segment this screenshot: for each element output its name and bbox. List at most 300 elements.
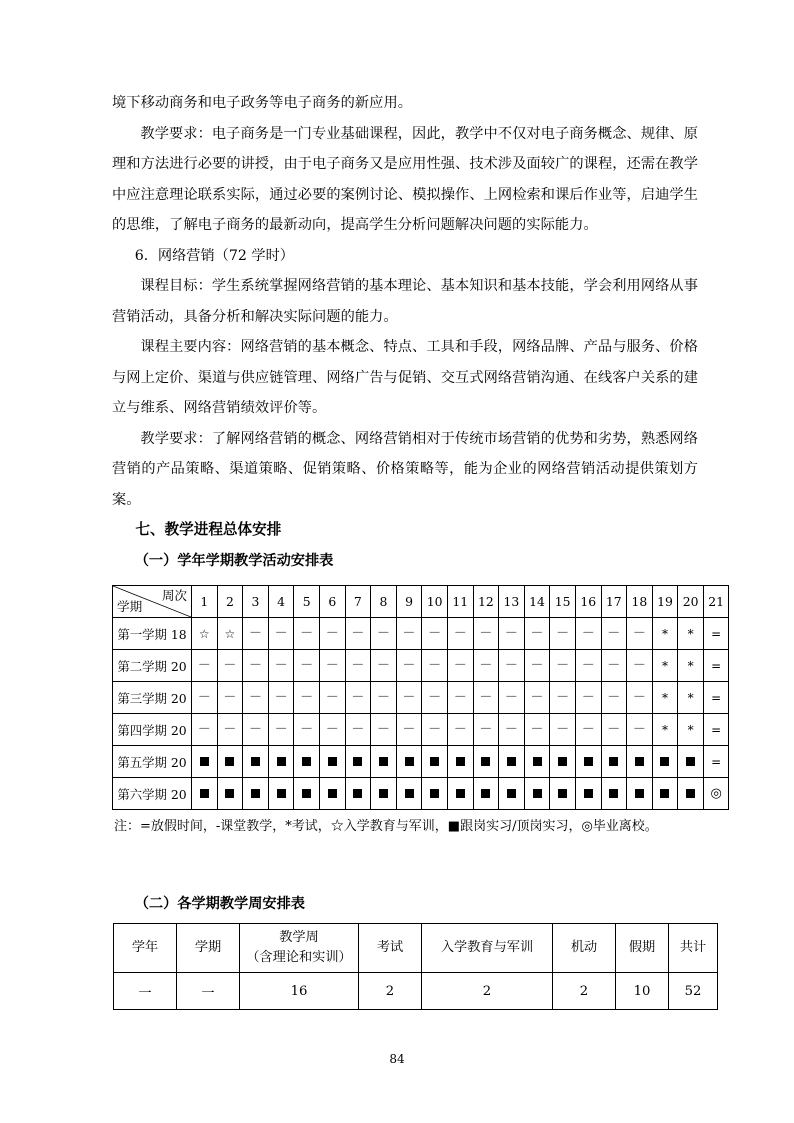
table-row <box>113 618 729 650</box>
internship-square-icon <box>558 789 567 798</box>
internship-square-icon <box>277 789 286 798</box>
weeks-cell-r1-c3: 16 <box>240 973 359 1010</box>
schedule-cell-s1-w1 <box>192 618 218 650</box>
schedule-cell-s5-w2 <box>217 746 243 778</box>
classroom-dash-icon: － <box>351 658 365 673</box>
weeks-cell-r1-c6: 2 <box>553 973 616 1010</box>
schedule-cell-s6-w18 <box>627 778 653 810</box>
schedule-cell-s2-w2 <box>217 650 243 682</box>
schedule-cell-s5-w7 <box>345 746 371 778</box>
internship-square-icon <box>456 757 465 766</box>
semester-label-cell: 第五学期 20 <box>113 746 192 778</box>
internship-square-icon <box>686 789 695 798</box>
schedule-cell-s4-w13 <box>499 714 525 746</box>
classroom-dash-icon: － <box>325 722 339 737</box>
schedule-cell-s6-w17 <box>601 778 627 810</box>
internship-square-icon <box>251 789 260 798</box>
schedule-cell-s1-w16 <box>575 618 601 650</box>
schedule-cell-s4-w5 <box>294 714 320 746</box>
schedule-cell-s5-w11 <box>447 746 473 778</box>
schedule-cell-s3-w8 <box>371 682 397 714</box>
schedule-cell-s2-w3 <box>243 650 269 682</box>
schedule-cell-s3-w16 <box>575 682 601 714</box>
exam-asterisk-icon: * <box>687 690 694 705</box>
schedule-cell-s6-w1 <box>192 778 218 810</box>
internship-square-icon <box>353 789 362 798</box>
schedule-cell-s4-w12 <box>473 714 499 746</box>
diagonal-header-cell <box>113 586 192 618</box>
week-header-5: 5 <box>294 586 320 618</box>
classroom-dash-icon: － <box>581 658 595 673</box>
classroom-dash-icon: － <box>248 658 262 673</box>
internship-square-icon <box>302 757 311 766</box>
paragraph-teaching-requirements-marketing: 教学要求：了解网络营销的概念、网络营销相对于传统市场营销的优势和劣势，熟悉网络营销的产品策略、渠道策略、促销策略、价格策略等，能为企业的网络营销活动提供策划方案。 <box>112 430 698 508</box>
schedule-cell-s6-w4 <box>268 778 294 810</box>
classroom-dash-icon: － <box>479 658 493 673</box>
internship-square-icon <box>353 757 362 766</box>
classroom-dash-icon: － <box>428 626 442 641</box>
schedule-table-wrapper <box>112 585 725 840</box>
schedule-cell-s3-w21 <box>703 682 729 714</box>
internship-square-icon <box>302 789 311 798</box>
classroom-dash-icon: － <box>300 658 314 673</box>
exam-asterisk-icon: * <box>687 722 694 737</box>
schedule-cell-s6-w13 <box>499 778 525 810</box>
schedule-cell-s2-w1 <box>192 650 218 682</box>
schedule-cell-s5-w17 <box>601 746 627 778</box>
classroom-dash-icon: － <box>607 690 621 705</box>
classroom-dash-icon: － <box>479 722 493 737</box>
classroom-dash-icon: － <box>300 626 314 641</box>
internship-square-icon <box>277 757 286 766</box>
weeks-table-body <box>114 973 718 1010</box>
semester-label-cell: 第一学期 18 <box>113 618 192 650</box>
schedule-cell-s4-w3 <box>243 714 269 746</box>
classroom-dash-icon: － <box>632 722 646 737</box>
sub-heading-one: （一）学年学期教学活动安排表 <box>134 552 334 569</box>
schedule-cell-s3-w11 <box>447 682 473 714</box>
week-header-20: 20 <box>678 586 704 618</box>
week-header-18: 18 <box>627 586 653 618</box>
classroom-dash-icon: － <box>530 690 544 705</box>
weeks-table-wrapper <box>112 892 707 1010</box>
schedule-cell-s6-w5 <box>294 778 320 810</box>
schedule-cell-s5-w21 <box>703 746 729 778</box>
schedule-cell-s5-w3 <box>243 746 269 778</box>
classroom-dash-icon: － <box>607 626 621 641</box>
classroom-dash-icon: － <box>556 658 570 673</box>
semester-label-cell: 第四学期 20 <box>113 714 192 746</box>
schedule-cell-s3-w15 <box>550 682 576 714</box>
internship-square-icon <box>507 757 516 766</box>
table-row <box>113 650 729 682</box>
schedule-cell-s5-w9 <box>396 746 422 778</box>
schedule-cell-s5-w8 <box>371 746 397 778</box>
classroom-dash-icon: － <box>248 690 262 705</box>
classroom-dash-icon: － <box>197 722 211 737</box>
schedule-cell-s1-w2 <box>217 618 243 650</box>
internship-square-icon <box>481 757 490 766</box>
weeks-header-semester: 学期 <box>177 924 240 973</box>
schedule-cell-s5-w19 <box>652 746 678 778</box>
schedule-cell-s4-w15 <box>550 714 576 746</box>
classroom-dash-icon: － <box>581 626 595 641</box>
schedule-cell-s5-w4 <box>268 746 294 778</box>
schedule-cell-s1-w9 <box>396 618 422 650</box>
week-header-12: 12 <box>473 586 499 618</box>
schedule-cell-s3-w13 <box>499 682 525 714</box>
schedule-cell-s6-w14 <box>524 778 550 810</box>
schedule-cell-s1-w6 <box>319 618 345 650</box>
schedule-cell-s5-w1 <box>192 746 218 778</box>
vacation-equals-icon: = <box>711 754 722 769</box>
classroom-dash-icon: － <box>274 722 288 737</box>
week-header-19: 19 <box>652 586 678 618</box>
classroom-dash-icon: － <box>428 690 442 705</box>
schedule-cell-s2-w14 <box>524 650 550 682</box>
schedule-cell-s5-w20 <box>678 746 704 778</box>
schedule-cell-s6-w7 <box>345 778 371 810</box>
classroom-dash-icon: － <box>223 658 237 673</box>
weeks-cell-r1-c4: 2 <box>359 973 422 1010</box>
classroom-dash-icon: － <box>274 626 288 641</box>
schedule-cell-s5-w18 <box>627 746 653 778</box>
week-header-6: 6 <box>319 586 345 618</box>
week-header-14: 14 <box>524 586 550 618</box>
academic-schedule-table <box>112 585 729 810</box>
schedule-cell-s4-w11 <box>447 714 473 746</box>
week-header-2: 2 <box>217 586 243 618</box>
internship-square-icon <box>379 789 388 798</box>
classroom-dash-icon: － <box>632 658 646 673</box>
schedule-cell-s2-w11 <box>447 650 473 682</box>
classroom-dash-icon: － <box>607 722 621 737</box>
classroom-dash-icon: － <box>376 690 390 705</box>
schedule-cell-s5-w13 <box>499 746 525 778</box>
schedule-cell-s2-w15 <box>550 650 576 682</box>
week-header-15: 15 <box>550 586 576 618</box>
semester-label-cell: 第六学期 20 <box>113 778 192 810</box>
internship-square-icon <box>635 789 644 798</box>
classroom-dash-icon: － <box>453 626 467 641</box>
schedule-cell-s4-w2 <box>217 714 243 746</box>
schedule-cell-s2-w6 <box>319 650 345 682</box>
schedule-cell-s4-w19 <box>652 714 678 746</box>
classroom-dash-icon: － <box>376 722 390 737</box>
header-label-semester: 学期 <box>117 599 143 614</box>
schedule-cell-s5-w16 <box>575 746 601 778</box>
schedule-cell-s4-w20 <box>678 714 704 746</box>
weeks-header-exam: 考试 <box>359 924 422 973</box>
weeks-header-row <box>114 924 718 973</box>
internship-square-icon <box>200 789 209 798</box>
internship-square-icon <box>533 757 542 766</box>
schedule-cell-s1-w18 <box>627 618 653 650</box>
schedule-cell-s4-w4 <box>268 714 294 746</box>
weeks-cell-r1-c7: 10 <box>616 973 669 1010</box>
schedule-cell-s6-w3 <box>243 778 269 810</box>
classroom-dash-icon: － <box>402 690 416 705</box>
schedule-cell-s1-w21 <box>703 618 729 650</box>
classroom-dash-icon: － <box>530 658 544 673</box>
exam-asterisk-icon: * <box>687 626 694 641</box>
weeks-header-orientation-military: 入学教育与军训 <box>422 924 553 973</box>
schedule-cell-s6-w21 <box>703 778 729 810</box>
schedule-cell-s2-w12 <box>473 650 499 682</box>
schedule-cell-s3-w19 <box>652 682 678 714</box>
classroom-dash-icon: － <box>504 722 518 737</box>
internship-square-icon <box>635 757 644 766</box>
weeks-cell-r1-c1: 一 <box>114 973 177 1010</box>
classroom-dash-icon: － <box>530 626 544 641</box>
exam-asterisk-icon: * <box>661 690 668 705</box>
schedule-cell-s6-w2 <box>217 778 243 810</box>
internship-square-icon <box>251 757 260 766</box>
classroom-dash-icon: － <box>325 658 339 673</box>
weeks-header-academic-year: 学年 <box>114 924 177 973</box>
classroom-dash-icon: － <box>402 722 416 737</box>
schedule-cell-s2-w19 <box>652 650 678 682</box>
classroom-dash-icon: － <box>581 690 595 705</box>
classroom-dash-icon: － <box>223 722 237 737</box>
week-header-16: 16 <box>575 586 601 618</box>
schedule-cell-s5-w10 <box>422 746 448 778</box>
schedule-cell-s4-w18 <box>627 714 653 746</box>
classroom-dash-icon: － <box>632 690 646 705</box>
teaching-weeks-line2: （含理论和实训） <box>246 950 352 965</box>
classroom-dash-icon: － <box>504 658 518 673</box>
orientation-star-icon: ☆ <box>198 626 210 641</box>
classroom-dash-icon: － <box>376 626 390 641</box>
classroom-dash-icon: － <box>376 658 390 673</box>
classroom-dash-icon: － <box>300 690 314 705</box>
schedule-cell-s4-w9 <box>396 714 422 746</box>
classroom-dash-icon: － <box>428 722 442 737</box>
schedule-header-row <box>113 586 729 618</box>
internship-square-icon <box>328 757 337 766</box>
schedule-cell-s2-w7 <box>345 650 371 682</box>
classroom-dash-icon: － <box>402 626 416 641</box>
internship-square-icon <box>430 789 439 798</box>
schedule-legend-note: 注：=放假时间，-课堂教学，*考试，☆入学教育与军训，■跟岗实习/顶岗实习，◎毕业离校。 <box>114 819 658 834</box>
schedule-cell-s4-w1 <box>192 714 218 746</box>
schedule-cell-s2-w20 <box>678 650 704 682</box>
schedule-cell-s4-w7 <box>345 714 371 746</box>
week-header-10: 10 <box>422 586 448 618</box>
classroom-dash-icon: － <box>402 658 416 673</box>
schedule-cell-s1-w13 <box>499 618 525 650</box>
classroom-dash-icon: － <box>530 722 544 737</box>
internship-square-icon <box>225 789 234 798</box>
internship-square-icon <box>200 757 209 766</box>
weeks-header-vacation: 假期 <box>616 924 669 973</box>
table-row <box>114 973 718 1010</box>
internship-square-icon <box>609 789 618 798</box>
classroom-dash-icon: － <box>351 722 365 737</box>
internship-square-icon <box>660 789 669 798</box>
internship-square-icon <box>430 757 439 766</box>
week-header-1: 1 <box>192 586 218 618</box>
schedule-cell-s4-w21 <box>703 714 729 746</box>
weeks-header-flexible: 机动 <box>553 924 616 973</box>
page-number: 84 <box>389 1052 405 1066</box>
classroom-dash-icon: － <box>479 626 493 641</box>
schedule-cell-s1-w15 <box>550 618 576 650</box>
schedule-cell-s6-w8 <box>371 778 397 810</box>
weeks-header-teaching-weeks <box>240 924 359 973</box>
schedule-cell-s4-w6 <box>319 714 345 746</box>
schedule-cell-s5-w6 <box>319 746 345 778</box>
table-row <box>113 746 729 778</box>
schedule-cell-s3-w17 <box>601 682 627 714</box>
schedule-cell-s6-w15 <box>550 778 576 810</box>
vacation-equals-icon: = <box>711 690 722 705</box>
schedule-cell-s1-w8 <box>371 618 397 650</box>
schedule-cell-s3-w6 <box>319 682 345 714</box>
schedule-cell-s1-w17 <box>601 618 627 650</box>
table-row <box>113 778 729 810</box>
schedule-cell-s3-w10 <box>422 682 448 714</box>
internship-square-icon <box>584 757 593 766</box>
vacation-equals-icon: = <box>711 722 722 737</box>
section-heading-seven: 七、教学进程总体安排 <box>135 521 282 538</box>
schedule-cell-s2-w18 <box>627 650 653 682</box>
week-header-3: 3 <box>243 586 269 618</box>
schedule-cell-s3-w20 <box>678 682 704 714</box>
classroom-dash-icon: － <box>428 658 442 673</box>
schedule-cell-s3-w3 <box>243 682 269 714</box>
schedule-cell-s5-w15 <box>550 746 576 778</box>
classroom-dash-icon: － <box>325 626 339 641</box>
semester-weeks-table <box>113 923 718 1010</box>
schedule-cell-s2-w21 <box>703 650 729 682</box>
internship-square-icon <box>686 757 695 766</box>
internship-square-icon <box>328 789 337 798</box>
weeks-cell-r1-c5: 2 <box>422 973 553 1010</box>
schedule-cell-s3-w12 <box>473 682 499 714</box>
week-header-7: 7 <box>345 586 371 618</box>
schedule-cell-s6-w11 <box>447 778 473 810</box>
internship-square-icon <box>584 789 593 798</box>
schedule-cell-s5-w12 <box>473 746 499 778</box>
schedule-cell-s3-w9 <box>396 682 422 714</box>
schedule-cell-s3-w4 <box>268 682 294 714</box>
schedule-cell-s6-w16 <box>575 778 601 810</box>
internship-square-icon <box>660 757 669 766</box>
schedule-table-head <box>113 586 729 618</box>
schedule-cell-s5-w5 <box>294 746 320 778</box>
schedule-cell-s2-w13 <box>499 650 525 682</box>
week-header-21: 21 <box>703 586 729 618</box>
schedule-cell-s3-w2 <box>217 682 243 714</box>
schedule-cell-s2-w4 <box>268 650 294 682</box>
schedule-cell-s2-w17 <box>601 650 627 682</box>
semester-label-cell: 第三学期 20 <box>113 682 192 714</box>
classroom-dash-icon: － <box>556 690 570 705</box>
classroom-dash-icon: － <box>248 722 262 737</box>
table-row <box>113 714 729 746</box>
header-label-week: 周次 <box>161 588 187 603</box>
schedule-cell-s1-w5 <box>294 618 320 650</box>
schedule-cell-s4-w8 <box>371 714 397 746</box>
teaching-weeks-line1: 教学周 <box>279 930 319 945</box>
classroom-dash-icon: － <box>556 626 570 641</box>
classroom-dash-icon: － <box>351 626 365 641</box>
internship-square-icon <box>379 757 388 766</box>
paragraph-course-objective: 课程目标：学生系统掌握网络营销的基本理论、基本知识和基本技能，学会利用网络从事营销活动，具备分析和解决实际问题的能力。 <box>112 278 698 325</box>
schedule-cell-s2-w16 <box>575 650 601 682</box>
schedule-cell-s3-w7 <box>345 682 371 714</box>
weeks-cell-r1-c8: 52 <box>669 973 718 1010</box>
classroom-dash-icon: － <box>607 658 621 673</box>
schedule-cell-s2-w5 <box>294 650 320 682</box>
schedule-cell-s6-w10 <box>422 778 448 810</box>
internship-square-icon <box>481 789 490 798</box>
schedule-cell-s1-w11 <box>447 618 473 650</box>
classroom-dash-icon: － <box>197 658 211 673</box>
orientation-star-icon: ☆ <box>224 626 236 641</box>
table-row <box>113 682 729 714</box>
classroom-dash-icon: － <box>300 722 314 737</box>
schedule-cell-s2-w9 <box>396 650 422 682</box>
classroom-dash-icon: － <box>351 690 365 705</box>
paragraph-teaching-requirements-ecommerce: 教学要求：电子商务是一门专业基础课程，因此，教学中不仅对电子商务概念、规律、原理和方法进行必要的讲授，由于电子商务又是应用性强、技术涉及面较广的课程，还需在教学中应注意理论联系实际，通过必要的案例讨论、模拟操作、上网检索和课后作业等，启迪学生的思维，了解电子商务的最新动向，提高学生分析问题解决问题的实际能力。 <box>112 125 698 233</box>
schedule-cell-s3-w5 <box>294 682 320 714</box>
classroom-dash-icon: － <box>248 626 262 641</box>
schedule-cell-s1-w7 <box>345 618 371 650</box>
schedule-cell-s3-w1 <box>192 682 218 714</box>
classroom-dash-icon: － <box>632 626 646 641</box>
schedule-cell-s6-w9 <box>396 778 422 810</box>
course-title-network-marketing: 6．网络营销（72 学时） <box>134 247 294 264</box>
schedule-cell-s1-w12 <box>473 618 499 650</box>
paragraph-continuation: 境下移动商务和电子政务等电子商务的新应用。 <box>112 95 413 111</box>
internship-square-icon <box>507 789 516 798</box>
semester-label-cell: 第二学期 20 <box>113 650 192 682</box>
weeks-header-total: 共计 <box>669 924 718 973</box>
schedule-cell-s4-w17 <box>601 714 627 746</box>
internship-square-icon <box>533 789 542 798</box>
vacation-equals-icon: = <box>711 658 722 673</box>
schedule-cell-s3-w18 <box>627 682 653 714</box>
week-header-4: 4 <box>268 586 294 618</box>
classroom-dash-icon: － <box>581 722 595 737</box>
week-header-9: 9 <box>396 586 422 618</box>
schedule-cell-s1-w4 <box>268 618 294 650</box>
schedule-cell-s1-w19 <box>652 618 678 650</box>
week-header-13: 13 <box>499 586 525 618</box>
classroom-dash-icon: － <box>504 690 518 705</box>
internship-square-icon <box>609 757 618 766</box>
classroom-dash-icon: － <box>453 690 467 705</box>
classroom-dash-icon: － <box>223 690 237 705</box>
exam-asterisk-icon: * <box>661 658 668 673</box>
schedule-cell-s1-w14 <box>524 618 550 650</box>
classroom-dash-icon: － <box>453 658 467 673</box>
exam-asterisk-icon: * <box>661 626 668 641</box>
schedule-cell-s6-w20 <box>678 778 704 810</box>
classroom-dash-icon: － <box>504 626 518 641</box>
weeks-cell-r1-c2: 一 <box>177 973 240 1010</box>
internship-square-icon <box>405 757 414 766</box>
exam-asterisk-icon: * <box>661 722 668 737</box>
classroom-dash-icon: － <box>274 658 288 673</box>
exam-asterisk-icon: * <box>687 658 694 673</box>
internship-square-icon <box>405 789 414 798</box>
sub-heading-two: （二）各学期教学周安排表 <box>134 896 305 912</box>
weeks-table-head <box>114 924 718 973</box>
classroom-dash-icon: － <box>556 722 570 737</box>
